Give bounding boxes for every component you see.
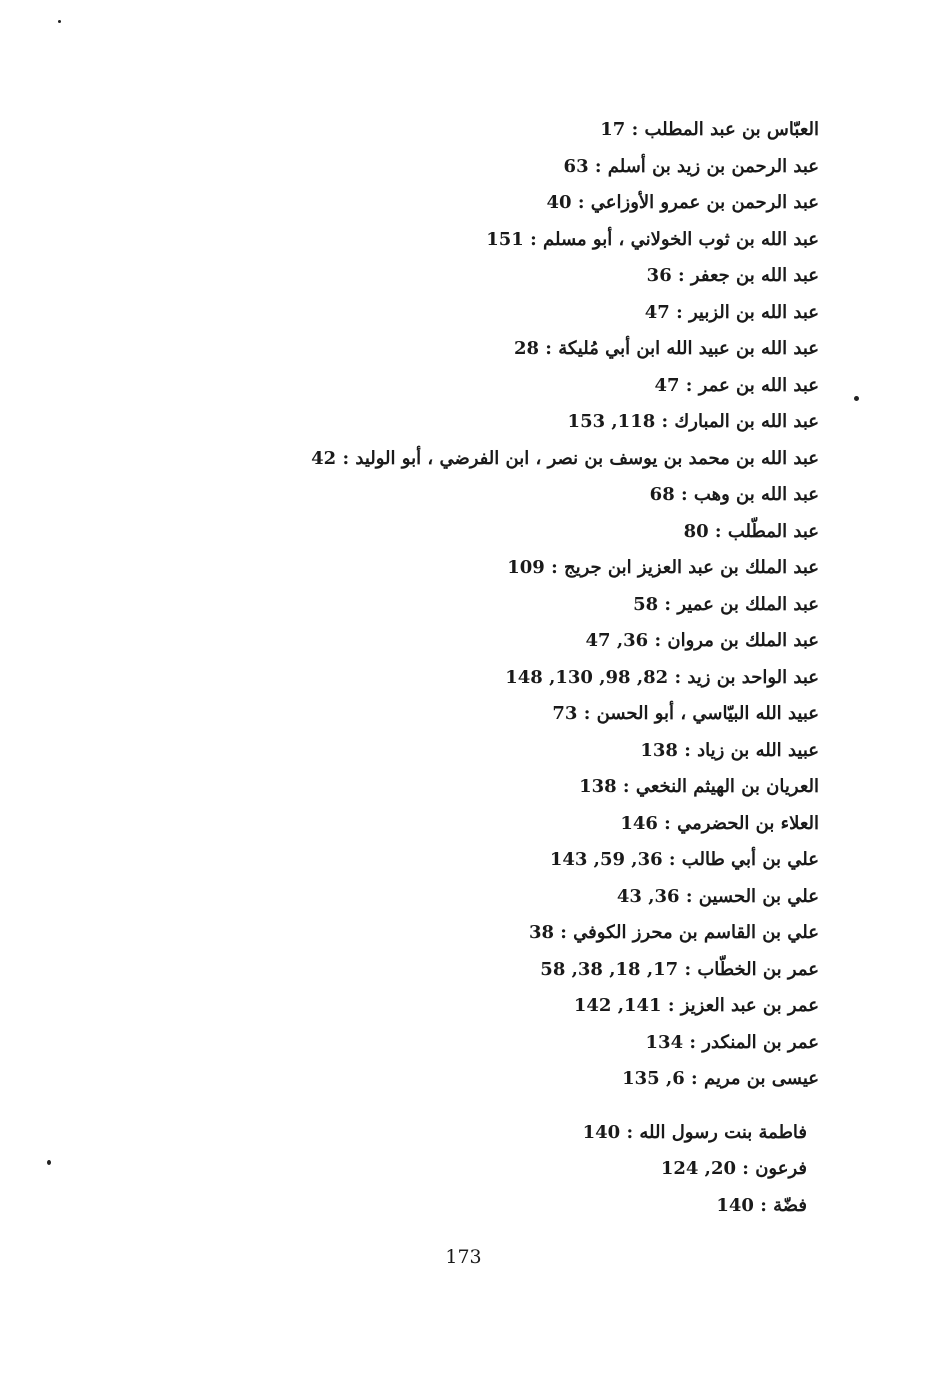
name-index-list	[259, 112, 819, 1224]
index-entry: عبد الرحمن بن عمرو الأوزاعي : 40	[546, 192, 819, 213]
index-entry: عبد الله بن جعفر : 36	[646, 265, 819, 286]
page-number: 173	[445, 1246, 482, 1268]
index-entry: عبد الملك بن عمير : 58	[633, 593, 819, 615]
index-entry: العبّاس بن عبد المطلب : 17	[600, 119, 819, 140]
index-entry: العريان بن الهيثم النخعي : 138	[579, 776, 819, 797]
index-entry: عبيد الله البيّاسي ، أبو الحسن : 73	[552, 703, 819, 724]
scan-speck	[58, 20, 61, 23]
scan-speck	[854, 396, 859, 401]
index-entry: عبد الله بن محمد بن يوسف بن نصر ، ابن الفرضي ، أبو الوليد : 42	[311, 447, 819, 469]
index-entry: عمر بن عبد العزيز : 141, 142	[573, 995, 819, 1016]
index-entry: فضّة : 140	[716, 1194, 807, 1216]
index-entry: عبد الله بن الزبير : 47	[644, 301, 819, 323]
index-entry: العلاء بن الحضرمي : 146	[620, 812, 819, 834]
index-entry: عمر بن الخطّاب : 17, 18, 38, 58	[540, 958, 819, 980]
index-entry: عبد الله بن وهب : 68	[649, 484, 819, 505]
index-entry: فرعون : 20, 124	[660, 1158, 807, 1179]
index-entry: عبيد الله بن زياد : 138	[640, 739, 819, 761]
index-entry: عبد الله بن ثوب الخولاني ، أبو مسلم : 151	[486, 228, 819, 250]
index-entry: عبد الله بن المبارك : 118, 153	[567, 411, 819, 432]
index-entry: علي بن أبي طالب : 36, 59, 143	[549, 849, 819, 870]
index-entry: عبد الله بن عبيد الله ابن أبي مُليكة : 28	[513, 338, 819, 359]
index-entry: عيسى بن مريم : 6, 135	[622, 1068, 819, 1089]
index-entry: علي بن القاسم بن محرز الكوفي : 38	[528, 922, 819, 943]
index-entry: عبد الرحمن بن زيد بن أسلم : 63	[563, 155, 819, 177]
index-entry: عبد الله بن عمر : 47	[654, 374, 819, 396]
index-entry: عبد الواحد بن زيد : 82, 98, 130, 148	[505, 666, 819, 688]
index-entry: عبد الملك بن عبد العزيز ابن جريج : 109	[507, 557, 819, 578]
index-entry: عبد الملك بن مروان : 36, 47	[585, 630, 819, 651]
index-entry: عمر بن المنكدر : 134	[645, 1031, 819, 1053]
index-entry: علي بن الحسين : 36, 43	[616, 885, 819, 907]
index-entry: عبد المطّلب : 80	[683, 520, 819, 542]
index-entry: فاطمة بنت رسول الله : 140	[582, 1121, 807, 1143]
scan-speck	[47, 1160, 51, 1165]
